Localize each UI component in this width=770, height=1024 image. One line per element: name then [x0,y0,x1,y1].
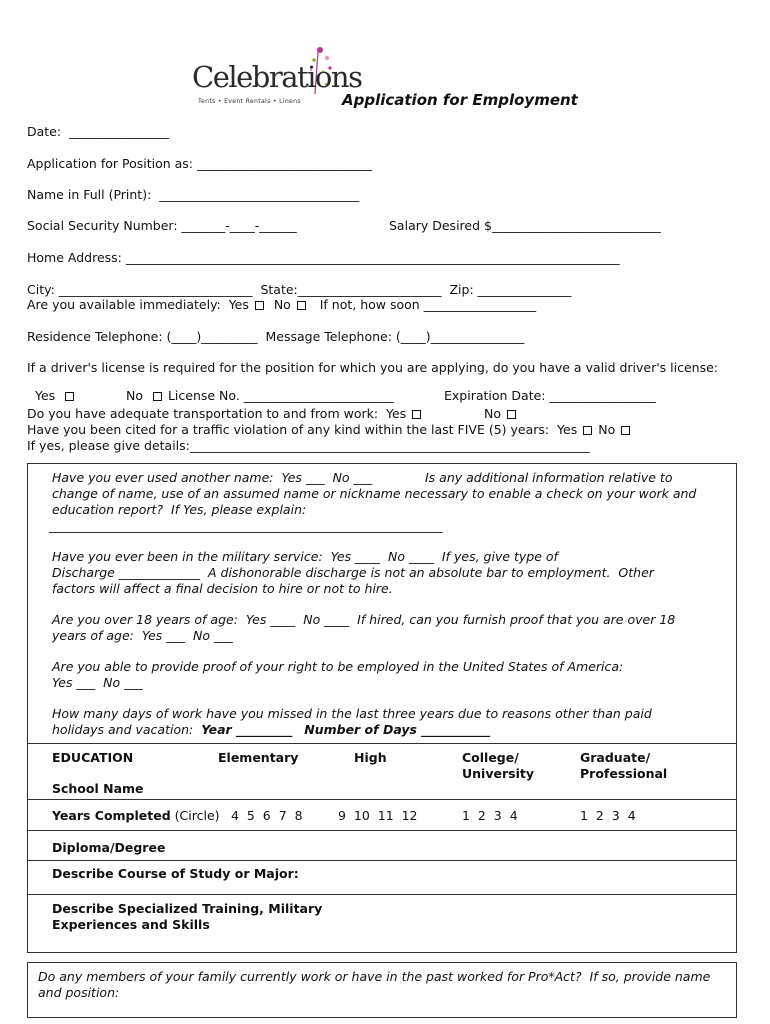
transport-no-option [484,406,518,422]
explain-label: education report? If Yes, please explain: [52,502,307,517]
transport-no-label: No [484,406,501,421]
drivers-license-question: If a driver's license is required for the position for which you are applying, do you have a valid driver's license: [27,360,719,375]
date-field[interactable]: Date: ________________ [27,124,170,139]
family-question: Do any members of your family currently work or have in the past worked for Pro*Act? If so, provide name [38,969,711,984]
available-no-label: No [273,297,291,312]
position-field[interactable]: Application for Position as: ____________________________ [27,156,372,171]
cited-yes-checkbox[interactable] [583,426,592,435]
military-question: Have you ever been in the military service: Yes ____ No ____ If yes, give type of [52,549,558,564]
days-missed-text [52,722,490,738]
license-yes-option [35,388,76,404]
salary-field[interactable]: Salary Desired $___________________________ [389,218,661,233]
other-name-question: Have you ever used another name: Yes ___ No ___ [52,470,373,485]
years-college[interactable]: 1 2 3 4 [462,808,518,823]
circle-note: (Circle) [174,808,220,823]
company-logo [190,44,362,110]
transport-row [27,406,423,422]
discharge-note: factors will affect a final decision to hire or not to hire. [52,581,393,596]
divider [27,830,737,831]
school-name-label: School Name [52,781,144,796]
full-name-field[interactable]: Name in Full (Print): ________________________________ [27,187,360,202]
days-missed-question: How many days of work have you missed in the last three years due to reasons other than paid [52,706,652,721]
holidays-label: holidays and vacation: [52,722,194,737]
available-label: Are you available immediately: Yes [27,297,249,312]
home-address-field[interactable]: Home Address: _______________________________________________________________________________ [27,250,620,265]
details-field[interactable]: If yes, please give details:________________________________________________________________ [27,438,590,453]
additional-info-question: Is any additional information relative to [425,470,673,485]
page-title: Application for Employment [342,91,578,109]
how-soon-field[interactable]: If not, how soon __________________ [319,297,537,312]
col-high: High [354,750,387,765]
logo-tagline: Tents • Event Rentals • Linens [198,98,301,105]
education-header: EDUCATION [52,750,134,765]
divider [27,860,737,861]
transport-label: Do you have adequate transportation to and from work: Yes [27,406,407,421]
age-proof-text: years of age: Yes ___ No ___ [52,628,233,643]
license-no-checkbox[interactable] [153,392,162,401]
transport-no-checkbox[interactable] [507,410,516,419]
name-change-text: change of name, use of an assumed name or nickname necessary to enable a check on your work and [52,486,697,501]
license-no-option [126,388,394,404]
work-proof-answer: Yes ___ No ___ [52,675,143,690]
city-state-zip-field[interactable]: City: _______________________________ State:_______________________ Zip: _______________ [27,282,572,297]
years-high[interactable]: 9 10 11 12 [338,808,418,823]
license-yes-checkbox[interactable] [65,392,74,401]
transport-yes-checkbox[interactable] [412,410,421,419]
license-no-label: No [126,388,143,403]
available-no-checkbox[interactable] [297,301,306,310]
cited-no-checkbox[interactable] [621,426,630,435]
logo-wordmark: Celebrations [192,60,362,94]
work-proof-question: Are you able to provide proof of your right to be employed in the United States of America: [52,659,624,674]
divider [27,799,737,800]
col-graduate: Graduate/ Professional [580,750,668,781]
experiences-skills-label: Experiences and Skills [52,917,210,932]
divider [27,894,737,895]
explain-line[interactable]: _______________________________________________________________ [49,518,443,533]
col-elementary: Elementary [218,750,299,765]
license-yes-label: Yes [35,388,56,403]
family-position-label: and position: [38,985,120,1000]
cited-row [27,422,632,438]
available-yes-checkbox[interactable] [255,301,264,310]
col-college: College/ University [462,750,534,781]
cited-label: Have you been cited for a traffic violation of any kind within the last FIVE (5) years: Yes [27,422,578,437]
years-completed-row [52,808,220,824]
available-row [27,297,536,313]
years-completed-label: Years Completed [52,808,171,823]
specialized-training-label: Describe Specialized Training, Military [52,901,323,916]
years-elementary[interactable]: 4 5 6 7 8 [231,808,303,823]
expiration-field[interactable]: Expiration Date: _________________ [444,388,656,403]
years-graduate[interactable]: 1 2 3 4 [580,808,636,823]
year-field[interactable]: Year _________ [201,722,293,737]
divider [27,743,737,744]
discharge-text: Discharge _____________ A dishonorable discharge is not an absolute bar to employment. Other [52,565,654,580]
course-of-study-label: Describe Course of Study or Major: [52,866,299,881]
cited-no-label: No [598,422,616,437]
age-question: Are you over 18 years of age: Yes ____ No ____ If hired, can you furnish proof that you are over 18 [52,612,676,627]
license-number-field[interactable]: License No. ________________________ [167,388,394,403]
ssn-field[interactable]: Social Security Number: _______-____-______ [27,218,297,233]
number-of-days-field[interactable]: Number of Days ___________ [304,722,491,737]
diploma-label: Diploma/Degree [52,840,166,855]
telephone-field[interactable]: Residence Telephone: (____)_________ Message Telephone: (____)_______________ [27,329,525,344]
